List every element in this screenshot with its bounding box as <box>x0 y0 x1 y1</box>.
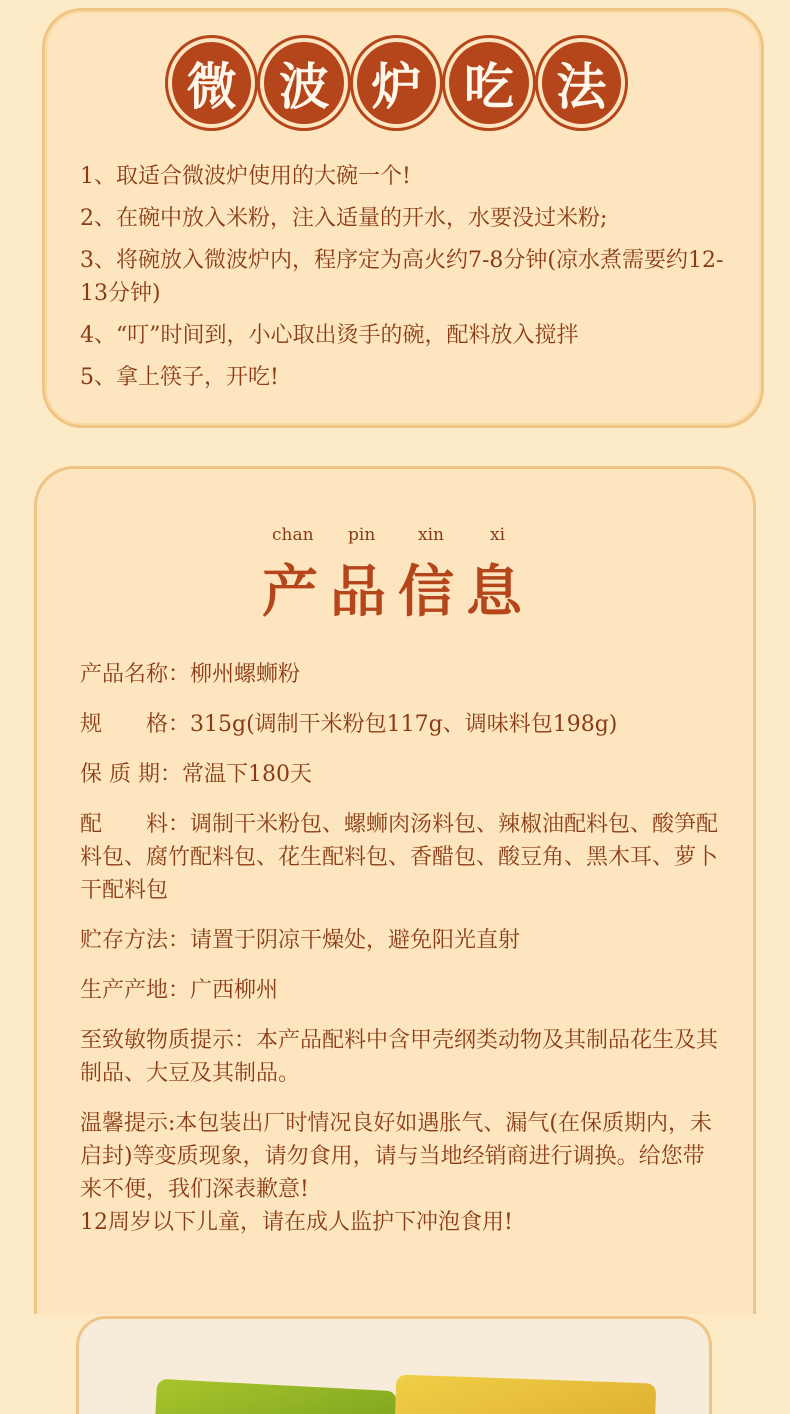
green-package-image <box>153 1379 397 1414</box>
info-row: 配 料：调制干米粉包、螺蛳肉汤料包、辣椒油配料包、酸笋配料包、腐竹配料包、花生配料包、香醋包、酸豆角、黑木耳、萝卜干配料包 <box>80 812 719 903</box>
step-item: 2、在碗中放入米粉，注入适量的开水，水要没过米粉; <box>80 206 608 231</box>
product-photo <box>76 1316 712 1414</box>
pinyin-syllable: chan <box>272 525 314 545</box>
product-info-list <box>80 658 720 1239</box>
child-notice: 12周岁以下儿童，请在成人监护下冲泡食用! <box>80 1210 513 1235</box>
step-item: 5、拿上筷子，开吃! <box>80 365 279 390</box>
title-badge: 吃 <box>445 38 532 128</box>
title-badge: 法 <box>538 38 625 128</box>
info-row: 生产产地：广西柳州 <box>80 978 279 1003</box>
yellow-package-image <box>394 1374 657 1414</box>
step-item: 4、“叮”时间到，小心取出烫手的碗，配料放入搅拌 <box>80 323 579 348</box>
info-row: 温馨提示:本包装出厂时情况良好如遇胀气、漏气(在保质期内，未启封)等变质现象，请勿食用，请与当地经销商进行调换。给您带来不便，我们深表歉意! <box>80 1111 712 1202</box>
info-row: 贮存方法：请置于阴凉干燥处，避免阳光直射 <box>80 928 521 953</box>
step-item: 1、取适合微波炉使用的大碗一个! <box>80 164 411 189</box>
info-row: 保 质 期：常温下180天 <box>80 762 312 787</box>
heading-pinyin <box>260 525 540 549</box>
microwave-title-badges <box>165 32 625 132</box>
microwave-steps <box>80 160 740 403</box>
product-info-title: 产品信息 <box>262 559 534 625</box>
pinyin-syllable: pin <box>348 525 376 545</box>
pinyin-syllable: xin <box>418 525 444 545</box>
info-row: 产品名称：柳州螺蛳粉 <box>80 662 301 687</box>
title-badge: 微 <box>168 38 255 128</box>
info-row: 至致敏物质提示：本产品配料中含甲壳纲类动物及其制品花生及其制品、大豆及其制品。 <box>80 1028 719 1086</box>
step-item: 3、将碗放入微波炉内，程序定为高火约7-8分钟(凉水煮需要约12-13分钟) <box>80 248 724 306</box>
title-badge: 炉 <box>353 38 440 128</box>
pinyin-syllable: xi <box>490 525 506 545</box>
title-badge: 波 <box>260 38 347 128</box>
info-row: 规 格：315g(调制干米粉包117g、调味料包198g) <box>80 712 618 737</box>
